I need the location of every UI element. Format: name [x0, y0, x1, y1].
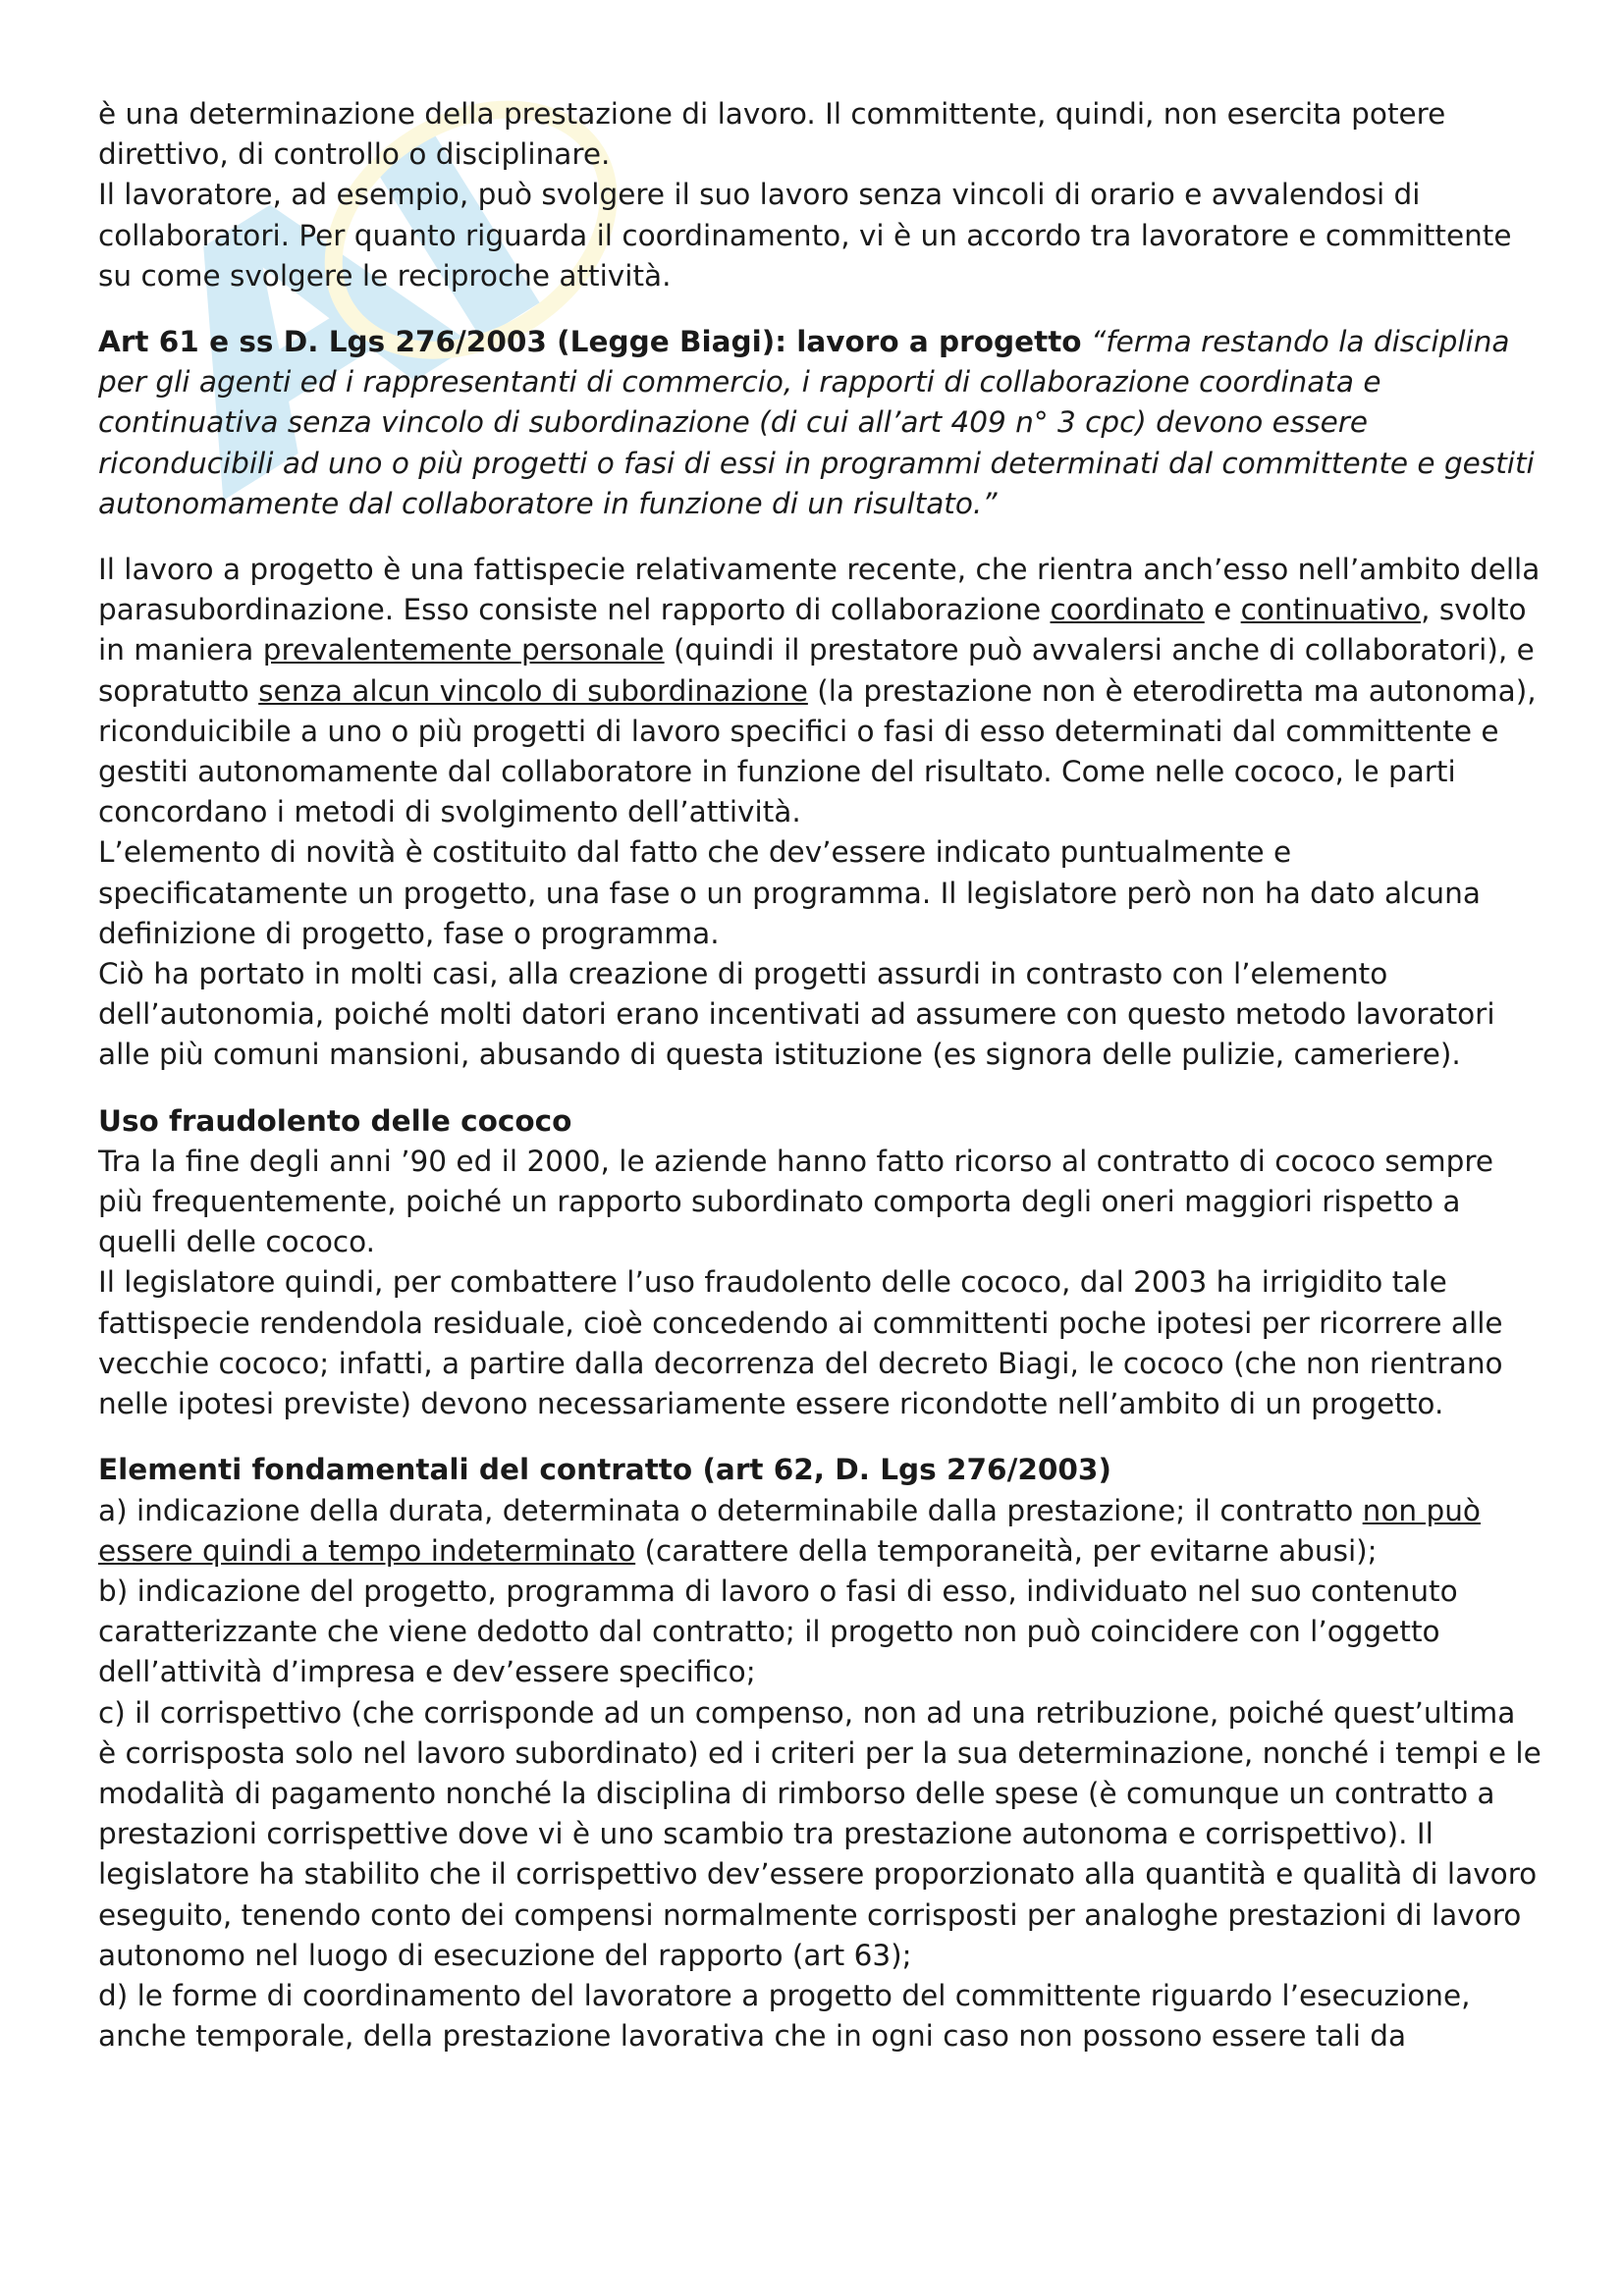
- lavoro-progetto-text-4: (quindi il prestatore può avvalersi anche di collaboratori), e sopratutto: [98, 633, 1535, 708]
- elemento-d: d) le forme di coordinamento del lavoratore a progetto del committente riguardo l’esecuzione, anche temporale, della prestazione lavorativa che in ogni caso non possono essere tali da: [98, 1978, 1471, 2054]
- underline-continuativo: continuativo: [1240, 593, 1422, 627]
- elemento-b: b) indicazione del progetto, programma di lavoro o fasi di esso, individuato nel suo contenuto caratterizzante che viene dedotto dal contratto; il progetto non può coincidere con l’oggetto dell’attività d’impresa e dev’essere specifico;: [98, 1574, 1458, 1689]
- uso-fraudolento-paragraph-1: Tra la fine degli anni ’90 ed il 2000, le aziende hanno fatto ricorso al contratto di cococo sempre più frequentemente, poiché un rapporto subordinato comporta degli oneri maggiori rispetto a quelli delle cococo.: [98, 1144, 1494, 1259]
- intro-paragraph-1: è una determinazione della prestazione di lavoro. Il committente, quindi, non esercita potere direttivo, di controllo o disciplinare.: [98, 97, 1446, 172]
- elementi-heading: Elementi fondamentali del contratto (art 62, D. Lgs 276/2003): [98, 1453, 1111, 1487]
- elemento-a-underline: non può essere quindi a tempo indeterminato: [98, 1493, 1481, 1568]
- lavoro-progetto-text-2: e: [1204, 593, 1241, 627]
- novita-paragraph: L’elemento di novità è costituito dal fatto che dev’essere indicato puntualmente e specificatamente un progetto, una fase o un programma. Il legislatore però non ha dato alcuna definizione di progetto, fase o programma.: [98, 835, 1481, 950]
- art61-paragraph: [98, 322, 1542, 524]
- elemento-c: c) il corrispettivo (che corrisponde ad un compenso, non ad una retribuzione, poiché quest’ultima è corrisposta solo nel lavoro subordinato) ed i criteri per la sua determinazione, nonché i tempi e le modalità di pagamento nonché la disciplina di rimborso delle spese (è comunque un contratto a prestazioni corrispettive dove vi è uno scambio tra prestazione autonoma e corrispettivo). Il legislatore ha stabilito che il corrispettivo dev’essere proporzionato alla quantità e qualità di lavoro eseguito, tenendo conto dei compensi normalmente corrisposti per analoghe prestazioni di lavoro autonomo nel luogo di esecuzione del rapporto (art 63);: [98, 1695, 1542, 1972]
- underline-prevalentemente-personale: prevalentemente personale: [262, 633, 665, 667]
- art61-heading: Art 61 e ss D. Lgs 276/2003 (Legge Biagi): lavoro a progetto: [98, 325, 1082, 359]
- uso-fraudolento-heading: Uso fraudolento delle cococo: [98, 1103, 572, 1138]
- lavoro-progetto-paragraph: [98, 550, 1542, 832]
- abusi-paragraph: Ciò ha portato in molti casi, alla creazione di progetti assurdi in contrasto con l’elemento dell’autonomia, poiché molti datori erano incentivati ad assumere con questo metodo lavoratori alle più comuni mansioni, abusando di questa istituzione (es signora delle pulizie, cameriere).: [98, 957, 1495, 1072]
- uso-fraudolento-paragraph-2: Il legislatore quindi, per combattere l’uso fraudolento delle cococo, dal 2003 ha irrigidito tale fattispecie rendendola residuale, cioè concedendo ai committenti poche ipotesi per ricorrere alle vecchie cococo; infatti, a partire dalla decorrenza del decreto Biagi, le cococo (che non rientrano nelle ipotesi previste) devono necessariamente essere ricondotte nell’ambito di un progetto.: [98, 1265, 1503, 1421]
- lavoro-progetto-text-5: (la prestazione non è eterodiretta ma autonoma), riconduicibile a uno o più progetti di lavoro specifici o fasi di esso determinati dal committente e gestiti autonomamente dal collaboratore in funzione del risultato. Come nelle cococo, le parti concordano i metodi di svolgimento dell’attività.: [98, 673, 1537, 829]
- elemento-a: [98, 1491, 1542, 1572]
- art61-quote: “ferma restando la disciplina per gli agenti ed i rappresentanti di commercio, i rapporti di collaborazione coordinata e continuativa senza vincolo di subordinazione (di cui all’art 409 n° 3 cpc) devono essere riconducibili ad uno o più progetti o fasi di essi in programmi determinati dal committente e gestiti autonomamente dal collaboratore in funzione di un risultato.”: [98, 325, 1535, 520]
- underline-coordinato: coordinato: [1050, 593, 1205, 627]
- elemento-a-rest: (carattere della temporaneità, per evitarne abusi);: [635, 1533, 1378, 1568]
- intro-paragraph-2: Il lavoratore, ad esempio, può svolgere il suo lavoro senza vincoli di orario e avvalendosi di collaboratori. Per quanto riguarda il coordinamento, vi è un accordo tra lavoratore e committente su come svolgere le reciproche attività.: [98, 178, 1512, 293]
- lavoro-progetto-text-1: Il lavoro a progetto è una fattispecie relativamente recente, che rientra anch’esso nell’ambito della parasubordinazione. Esso consiste nel rapporto di collaborazione: [98, 553, 1541, 627]
- underline-senza-vincolo: senza alcun vincolo di subordinazione: [258, 673, 808, 708]
- elemento-a-text: a) indicazione della durata, determinata o determinabile dalla prestazione; il contratto: [98, 1493, 1363, 1527]
- lavoro-progetto-text-3: , svolto in maniera: [98, 593, 1527, 667]
- document-page: [98, 94, 1542, 2056]
